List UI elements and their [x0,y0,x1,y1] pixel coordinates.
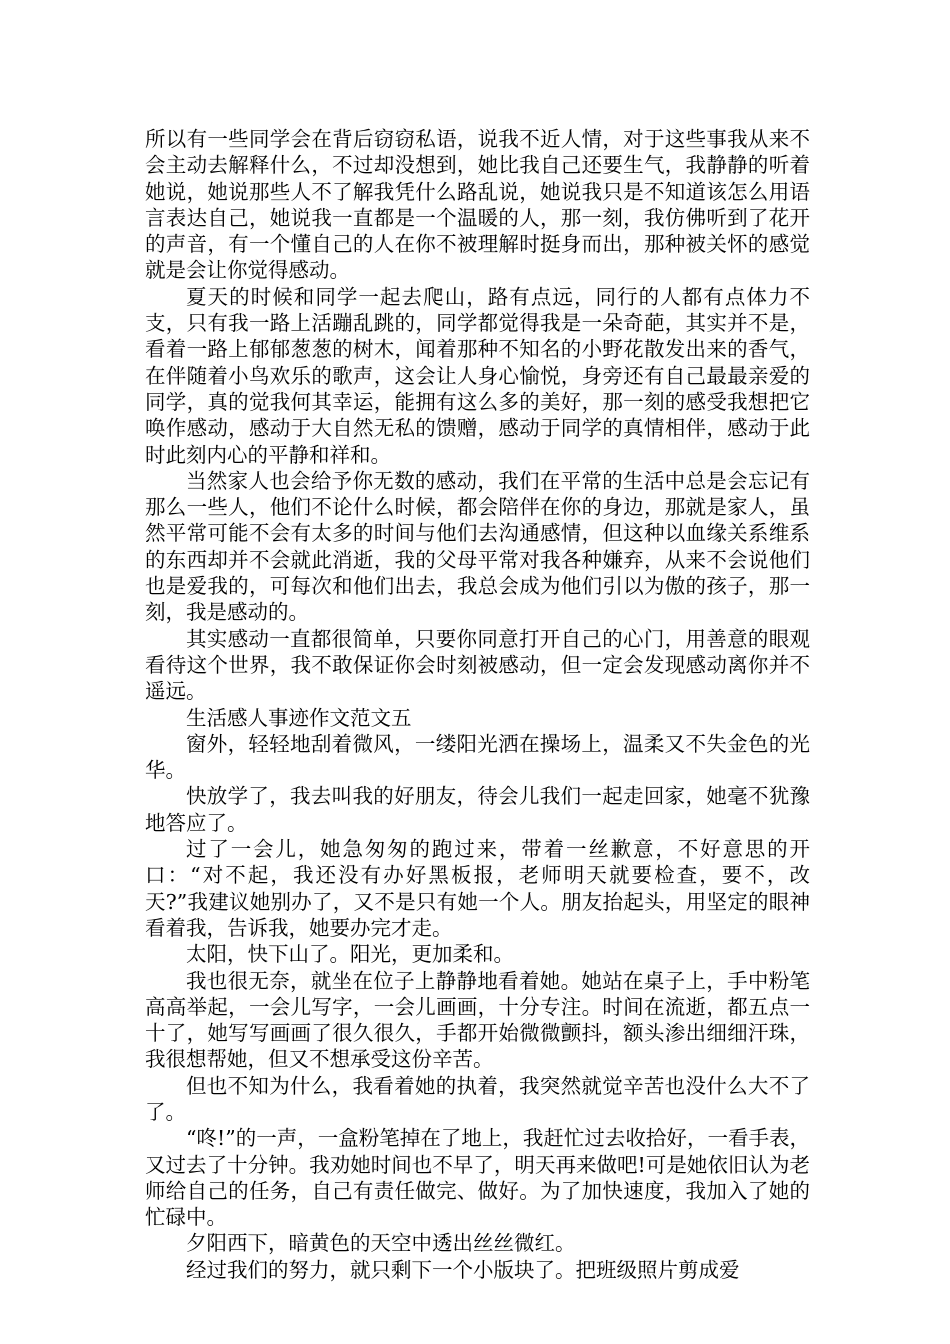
article-body [145,126,810,1283]
paragraph-continuation: 所以有一些同学会在背后窃窃私语，说我不近人情，对于这些事我从来不会主动去解释什么，不过却没想到，她比我自己还要生气，我静静的听着她说，她说那些人不了解我凭什么路乱说，她说我只是不知道该怎么用语言表达自己，她说我一直都是一个温暖的人，那一刻，我仿佛听到了花开的声音，有一个懂自己的人在你不被理解时挺身而出，那种被关怀的感觉就是会让你觉得感动。 [145,127,810,283]
section-heading: 生活感人事迹作文范文五 [186,705,412,730]
paragraph-blackboard: 过了一会儿，她急匆匆的跑过来，带着一丝歉意，不好意思的开口：“对不起，我还没有办好黑板报，老师明天就要检查，要不，改天?”我建议她别办了，又不是只有她一个人。朋友抬起头，用坚定的眼神看着我，告诉我，她要办完才走。 [145,837,810,940]
paragraph-final: 经过我们的努力，就只剩下一个小版块了。把班级照片剪成爱 [186,1257,740,1282]
paragraph-dusk: 夕阳西下，暗黄色的天空中透出丝丝微红。 [186,1231,576,1256]
paragraph-watching: 我也很无奈，就坐在位子上静静地看着她。她站在桌子上，手中粉笔高高举起，一会儿写字，一会儿画画，十分专注。时间在流逝，都五点一十了，她写写画画了很久很久，手都开始微微颤抖，额头渗出细细汗珠，我很想帮她，但又不想承受这份辛苦。 [145,968,810,1072]
paragraph-chalk-drop: “咚!”的一声，一盒粉笔掉在了地上，我赶忙过去收拾好，一看手表，又过去了十分钟。我劝她时间也不早了，明天再来做吧!可是她依旧认为老师给自己的任务，自己有责任做完、做好。为了加快速度，我加入了她的忙碌中。 [145,1126,810,1230]
paragraph-persistence: 但也不知为什么，我看着她的执着，我突然就觉辛苦也没什么大不了了。 [145,1073,810,1124]
paragraph-window: 窗外，轻轻地刮着微风，一缕阳光洒在操场上，温柔又不失金色的光华。 [145,731,810,783]
paragraph-school-out: 快放学了，我去叫我的好朋友，待会儿我们一起走回家，她毫不犹豫地答应了。 [145,784,810,835]
paragraph-mountain-climb: 夏天的时候和同学一起去爬山，路有点远，同行的人都有点体力不支，只有我一路上活蹦乱跳的，同学都觉得我是一朵奇葩，其实并不是，看着一路上郁郁葱葱的树木，闻着那种不知名的小野花散发出来的香气，在伴随着小鸟欢乐的歌声，这会让人身心愉悦，身旁还有自己最最亲爱的同学，真的觉我何其幸运，能拥有这么多的美好，那一刻的感受我想把它唤作感动，感动于大自然无私的馈赠，感动于同学的真情相伴，感动于此时此刻内心的平静和祥和。 [145,284,810,467]
paragraph-conclusion: 其实感动一直都很简单，只要你同意打开自己的心门，用善意的眼观看待这个世界，我不敢保证你会时刻被感动，但一定会发现感动离你并不遥远。 [145,626,810,704]
paragraph-family: 当然家人也会给予你无数的感动，我们在平常的生活中总是会忘记有那么一些人，他们不论什么时候，都会陪伴在你的身边，那就是家人，虽然平常可能不会有太多的时间与他们去沟通感情，但这种以血缘关系维系的东西却并不会就此消逝，我的父母平常对我各种嫌弃，从来不会说他们也是爱我的，可每次和他们出去，我总会成为他们引以为傲的孩子，那一刻，我是感动的。 [145,468,810,625]
paragraph-sunset: 太阳，快下山了。阳光，更加柔和。 [186,942,514,967]
